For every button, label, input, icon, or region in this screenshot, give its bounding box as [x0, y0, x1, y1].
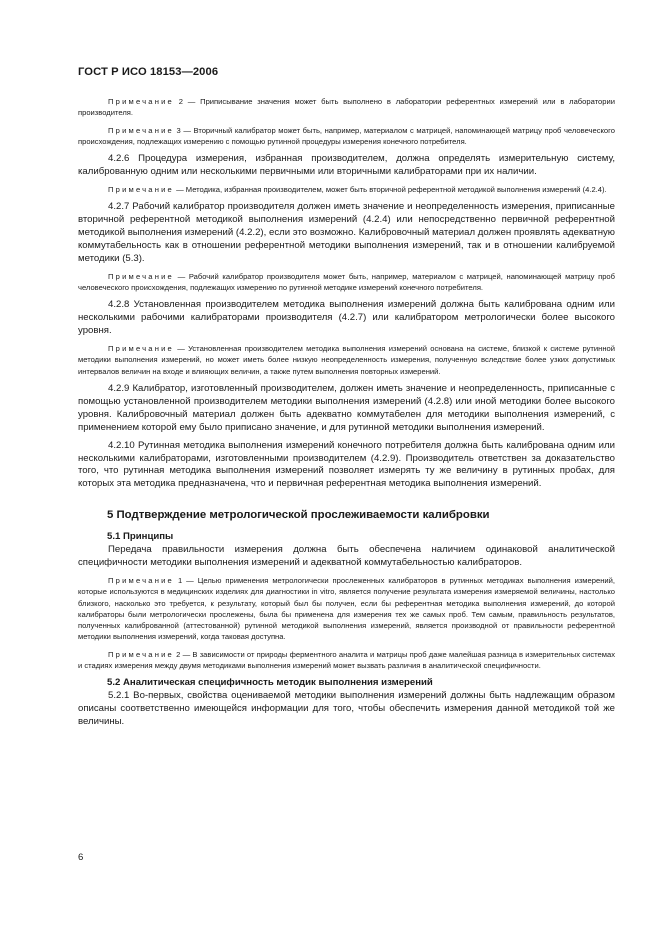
clause-4-2-8: 4.2.8 Установленная производителем методика выполнения измерений должна быть калибрована одним или несколькими рабочими калибраторами производителя (4.2.7) или калибратором метрологически более высокого уровня. — [78, 299, 615, 337]
note-text: — Методика, избранная производителем, может быть вторичной референтной методикой выполнения измерений (4.2.4). — [176, 185, 607, 194]
note-paragraph — [78, 575, 615, 643]
note-label: Примечание — [108, 649, 174, 659]
note-label: Примечание — [108, 576, 174, 585]
subsection-5-1-heading: 5.1 Принципы — [107, 531, 174, 543]
note-paragraph — [78, 125, 615, 148]
note-label: Примечание — [108, 185, 174, 194]
note-text: — Установленная производителем методика выполнения измерений основана на системе, близкой к системе рутинной методики выполнения измерений, но может иметь более низкую неопределенность измерения, полученную вследствие более узких допустимых интервалов величин на входе и влияющих величин, а также путем выполнения повторных измерений. — [78, 344, 615, 376]
document-body — [78, 96, 615, 734]
note-text: — Рабочий калибратор производителя может быть, например, материалом с матрицей, напоминающей матрицу проб человеческого происхождения, подлежащих измерению по рутинной методике измерений конечного потребителя. — [78, 271, 615, 293]
page-number: 6 — [78, 852, 84, 863]
document-header: ГОСТ Р ИСО 18153—2006 — [78, 66, 219, 78]
note-text: — Приписывание значения может быть выполнено в лаборатории референтных измерений или в лаборатории производителя. — [78, 97, 615, 118]
section-5-heading: 5 Подтверждение метрологической прослеживаемости калибровки — [107, 509, 490, 522]
note-number: 2 — [176, 649, 181, 659]
clause-4-2-9: 4.2.9 Калибратор, изготовленный производителем, должен иметь значение и неопределенность, приписанные с помощью установленной производителем методики выполнения измерений (4.2.8) или иной методики более высокого уровня. Калибровочный материал должен быть адекватно коммутабелен для методики выполнения измерений, с применением которой ему было приписано значение, и для рутинной методики выполнения измерений. — [78, 383, 615, 433]
note-number: 3 — [176, 125, 181, 135]
note-paragraph — [78, 271, 615, 294]
note-label: Примечание — [108, 271, 174, 281]
note-text: — Целью применения метрологически прослеженных калибраторов в рутинных методиках выполнения измерений, которые используются в медицинских изделиях для диагностики in vitro, является получение результата измерения измеряемой величины, настолько близкого, насколько это требуется, к результату, который был бы получен, если бы референтная методика выполнения измерений, до которой калибраторы были метрологически прослежены, была бы применена для измерения тех же самых проб. Тем самым, правильность результатов, полученных калиброванной (аттестованной) рутинной методикой выполнения измерений, является производной от правильности референтной методики выполнения измерений, когда таковая доступна. — [78, 576, 615, 642]
note-label: Примечание — [108, 344, 174, 354]
note-text: — В зависимости от природы ферментного аналита и матрицы проб даже малейшая разница в измерительных системах и стадиях измерения между двумя методиками выполнения измерений может вызвать различия в аналитической специфичности. — [78, 649, 615, 671]
note-paragraph — [78, 96, 615, 119]
note-text: — Вторичный калибратор может быть, например, материалом с матрицей, напоминающей матрицу проб человеческого происхождения, подлежащих измерению с помощью рутинной процедуры измерения конечного потребителя. — [78, 125, 615, 146]
clause-5-2-1: 5.2.1 Во-первых, свойства оцениваемой методики выполнения измерений должны быть надлежащим образом описаны соответственно имеющейся информации для того, чтобы обеспечить измерения данной методикой той же величины. — [78, 690, 615, 728]
clause-4-2-6: 4.2.6 Процедура измерения, избранная производителем, должна определять измерительную систему, калиброванную одним или несколькими первичными или вторичными калибраторами при их наличии. — [78, 153, 615, 178]
note-label: Примечание — [108, 97, 174, 106]
principles-paragraph: Передача правильности измерения должна быть обеспечена наличием одинаковой аналитической специфичности методики выполнения измерений и адекватной коммутабельностью калибраторов. — [78, 544, 615, 569]
subsection-5-2-heading: 5.2 Аналитическая специфичность методик выполнения измерений — [107, 677, 433, 689]
note-paragraph — [78, 343, 615, 377]
note-number: 2 — [178, 97, 183, 106]
note-label: Примечание — [108, 125, 174, 135]
note-paragraph — [78, 649, 615, 672]
clause-4-2-10: 4.2.10 Рутинная методика выполнения измерений конечного потребителя должна быть калибрована одним или несколькими калибраторами, изготовленными производителем (4.2.9). Производитель ответствен за доказательство того, что рутинная методика выполнения измерений позволяет измерять ту же величину в рутинных пробах, для которых эта методика предназначена, что и первичная референтная методика выполнения измерений. — [78, 439, 615, 490]
clause-4-2-7: 4.2.7 Рабочий калибратор производителя должен иметь значение и неопределенность измерения, приписанные вторичной референтной методикой выполнения измерений (4.2.4) или непосредственно первичной референтной методикой выполнения измерений (4.2.2), если это возможно. Калибровочный материал должен проявлять адекватную коммутабельность как в отношении референтной методики выполнения измерений, так и в отношении калибруемой методики (5.3). — [78, 201, 615, 264]
note-paragraph — [78, 184, 615, 195]
note-number: 1 — [177, 576, 183, 585]
